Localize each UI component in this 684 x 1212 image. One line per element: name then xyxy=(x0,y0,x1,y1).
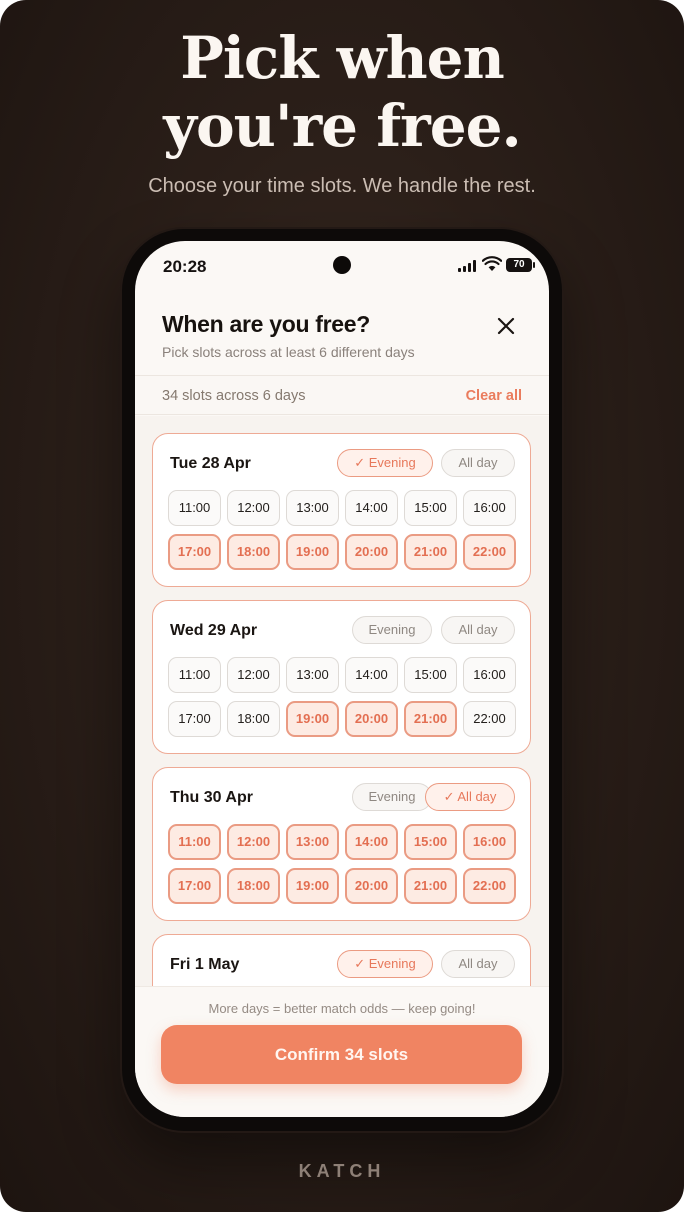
headline xyxy=(0,24,684,160)
battery-icon: 70 xyxy=(506,258,532,272)
time-slot[interactable]: 18:00 xyxy=(227,534,280,570)
time-slot[interactable]: 21:00 xyxy=(404,868,457,904)
wifi-icon xyxy=(482,256,502,272)
time-slot[interactable]: 12:00 xyxy=(227,490,280,526)
evening-toggle[interactable]: ✓ Evening xyxy=(337,449,433,477)
clear-all-button[interactable]: Clear all xyxy=(465,388,522,404)
camera-cutout xyxy=(333,256,351,274)
time-slot[interactable]: 14:00 xyxy=(345,490,398,526)
all-day-toggle[interactable]: All day xyxy=(441,950,515,978)
all-day-toggle[interactable]: All day xyxy=(441,449,515,477)
time-slot[interactable]: 14:00 xyxy=(345,657,398,693)
time-slot[interactable]: 18:00 xyxy=(227,868,280,904)
evening-toggle[interactable]: Evening xyxy=(352,783,432,811)
time-slot[interactable]: 21:00 xyxy=(404,534,457,570)
time-slot[interactable]: 13:00 xyxy=(286,490,339,526)
time-slot[interactable]: 16:00 xyxy=(463,824,516,860)
time-slot[interactable]: 18:00 xyxy=(227,701,280,737)
brand-wordmark: KATCH xyxy=(298,1161,386,1181)
modal-subtitle: Pick slots across at least 6 different days xyxy=(162,344,415,360)
time-slot[interactable]: 20:00 xyxy=(345,701,398,737)
close-icon[interactable] xyxy=(493,313,519,339)
day-card xyxy=(152,767,531,921)
time-slot[interactable]: 20:00 xyxy=(345,534,398,570)
time-slot[interactable]: 22:00 xyxy=(463,868,516,904)
time-slot[interactable]: 19:00 xyxy=(286,868,339,904)
time-slot[interactable]: 11:00 xyxy=(168,657,221,693)
time-slot[interactable]: 22:00 xyxy=(463,534,516,570)
time-slot[interactable]: 12:00 xyxy=(227,824,280,860)
time-slot[interactable]: 11:00 xyxy=(168,490,221,526)
time-slot[interactable]: 15:00 xyxy=(404,657,457,693)
modal-title: When are you free? xyxy=(162,311,371,337)
selection-summary-bar xyxy=(135,375,549,415)
day-card xyxy=(152,934,531,986)
modal-footer xyxy=(135,986,549,1117)
time-slot[interactable]: 17:00 xyxy=(168,534,221,570)
time-slot[interactable]: 12:00 xyxy=(227,657,280,693)
all-day-toggle[interactable]: ✓ All day xyxy=(425,783,515,811)
status-bar xyxy=(135,241,549,293)
time-slot[interactable]: 11:00 xyxy=(168,824,221,860)
all-day-toggle[interactable]: All day xyxy=(441,616,515,644)
time-slot[interactable]: 19:00 xyxy=(286,701,339,737)
time-slot[interactable]: 17:00 xyxy=(168,701,221,737)
headline-line-2: you're free. xyxy=(163,92,521,160)
phone-mockup xyxy=(122,229,562,1131)
day-title: Fri 1 May xyxy=(170,956,240,973)
day-card xyxy=(152,600,531,754)
footer-hint: More days = better match odds — keep going! xyxy=(208,1001,476,1016)
time-slot[interactable]: 16:00 xyxy=(463,490,516,526)
day-card xyxy=(152,433,531,587)
day-title: Wed 29 Apr xyxy=(170,622,258,639)
confirm-button[interactable]: Confirm 34 slots xyxy=(161,1025,522,1084)
evening-toggle[interactable]: ✓ Evening xyxy=(337,950,433,978)
day-list[interactable] xyxy=(135,416,549,986)
time-slot[interactable]: 13:00 xyxy=(286,657,339,693)
time-slot[interactable]: 14:00 xyxy=(345,824,398,860)
time-slot[interactable]: 22:00 xyxy=(463,701,516,737)
subheadline: Choose your time slots. We handle the rest. xyxy=(148,175,536,197)
selection-summary: 34 slots across 6 days xyxy=(162,388,306,404)
time-slot[interactable]: 20:00 xyxy=(345,868,398,904)
signal-icon xyxy=(458,260,478,272)
modal-header xyxy=(135,293,549,375)
time-slot[interactable]: 15:00 xyxy=(404,824,457,860)
time-slot[interactable]: 15:00 xyxy=(404,490,457,526)
headline-line-1: Pick when xyxy=(180,24,504,92)
time-slot[interactable]: 21:00 xyxy=(404,701,457,737)
status-time: 20:28 xyxy=(163,257,207,276)
day-title: Tue 28 Apr xyxy=(170,455,251,472)
time-slot[interactable]: 19:00 xyxy=(286,534,339,570)
day-title: Thu 30 Apr xyxy=(170,789,253,806)
time-slot[interactable]: 17:00 xyxy=(168,868,221,904)
time-slot[interactable]: 13:00 xyxy=(286,824,339,860)
evening-toggle[interactable]: Evening xyxy=(352,616,432,644)
time-slot[interactable]: 16:00 xyxy=(463,657,516,693)
phone-screen xyxy=(135,241,549,1117)
